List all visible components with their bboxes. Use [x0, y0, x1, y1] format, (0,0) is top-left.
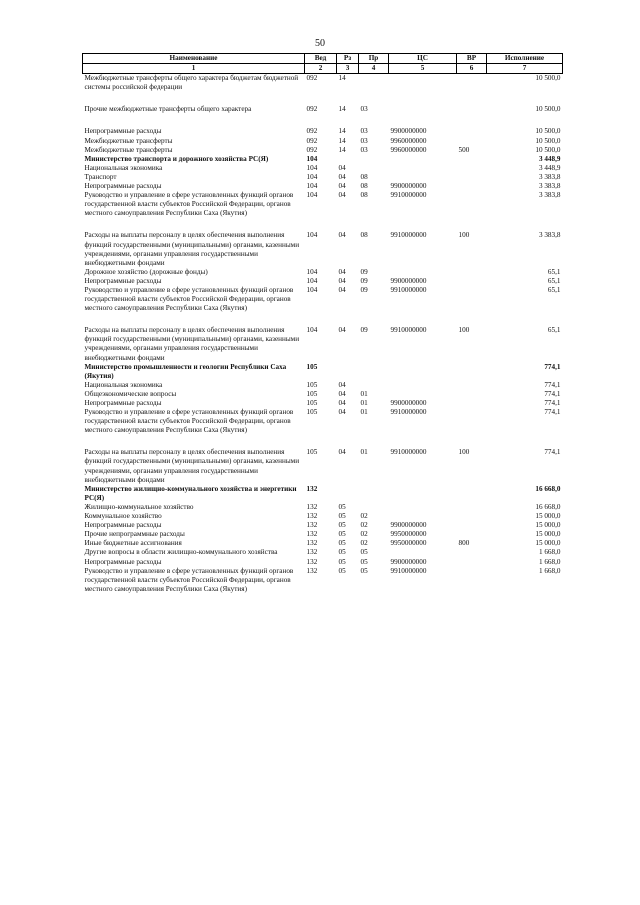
row-vr [457, 363, 487, 381]
row-ved: 132 [306, 539, 318, 548]
row-rz: 04 [338, 267, 346, 276]
row-vr [457, 191, 487, 218]
column-index: 3 [337, 64, 359, 74]
row-ved: 132 [306, 521, 318, 530]
row-cs: 9900000000 [390, 182, 427, 191]
row-cs: 9910000000 [390, 191, 427, 200]
row-cs [389, 173, 457, 182]
row-amount: 15 000,0 [535, 512, 561, 521]
row-vr [457, 485, 487, 503]
row-name: Транспорт [84, 172, 117, 181]
row-rz: 04 [338, 172, 346, 181]
row-ved: 132 [306, 566, 318, 575]
budget-table [82, 53, 563, 594]
row-pr: 08 [360, 231, 368, 240]
row-name: Национальная экономика [84, 163, 163, 172]
column-index: 1 [83, 64, 305, 74]
table-row [83, 182, 563, 191]
row-rz: 05 [338, 512, 346, 521]
header-execution: Исполнение [487, 54, 563, 64]
header-pr: Пр [359, 54, 389, 64]
table-row [83, 146, 563, 155]
row-name: Непрограммные расходы [84, 521, 162, 530]
row-cs [389, 485, 457, 503]
row-vr [457, 286, 487, 313]
row-name: Руководство и управление в сфере установленных функций органов государственной власти субъектов Российской Федерации, органов местного самоуправления Республики Саха (Якутия) [84, 285, 294, 313]
row-cs [389, 548, 457, 557]
row-amount: 10 500,0 [535, 105, 561, 114]
table-row [83, 155, 563, 164]
row-rz: 14 [338, 127, 346, 136]
table-row [83, 137, 563, 146]
row-pr: 03 [360, 127, 368, 136]
row-pr: 08 [360, 191, 368, 200]
row-ved: 132 [306, 530, 318, 539]
row-vr: 100 [458, 231, 470, 240]
row-ved: 105 [306, 380, 318, 389]
table-row [83, 512, 563, 521]
row-amount: 65,1 [547, 276, 561, 285]
row-cs: 9910000000 [390, 448, 427, 457]
row-name: Министерство транспорта и дорожного хозяйства РС(Я) [84, 154, 269, 163]
row-amount: 16 668,0 [535, 502, 561, 511]
row-cs: 9910000000 [390, 566, 427, 575]
row-rz: 04 [338, 285, 346, 294]
row-pr [359, 485, 389, 503]
table-row [83, 127, 563, 136]
row-pr: 03 [360, 145, 368, 154]
row-amount: 65,1 [547, 326, 561, 335]
row-amount: 16 668,0 [535, 484, 561, 493]
row-amount: 774,1 [544, 448, 561, 457]
row-ved: 104 [306, 154, 318, 163]
row-rz: 14 [338, 105, 346, 114]
row-ved: 105 [306, 408, 318, 417]
row-name: Жилищно-коммунальное хозяйство [84, 502, 194, 511]
row-cs: 9950000000 [390, 530, 427, 539]
row-vr [457, 137, 487, 146]
row-cs: 9900000000 [390, 557, 427, 566]
row-name: Непрограммные расходы [84, 182, 162, 191]
row-amount: 15 000,0 [535, 539, 561, 548]
row-cs [389, 164, 457, 173]
row-pr: 08 [360, 182, 368, 191]
row-spacer-cell [83, 435, 563, 448]
row-rz: 04 [338, 276, 346, 285]
row-amount: 3 383,8 [538, 231, 561, 240]
table-row [83, 231, 563, 267]
row-vr: 800 [458, 539, 470, 548]
row-cs: 9900000000 [390, 276, 427, 285]
table-row [83, 381, 563, 390]
row-pr: 01 [360, 448, 368, 457]
row-ved: 092 [306, 127, 318, 136]
row-rz: 04 [338, 231, 346, 240]
row-amount: 774,1 [544, 380, 561, 389]
row-amount: 3 383,8 [538, 191, 561, 200]
row-cs: 9910000000 [390, 326, 427, 335]
row-cs [389, 74, 457, 93]
row-amount: 1 668,0 [538, 548, 561, 557]
row-name: Национальная экономика [84, 380, 163, 389]
column-index: 7 [487, 64, 563, 74]
row-name: Иные бюджетные ассигнования [84, 539, 182, 548]
table-row [83, 539, 563, 548]
row-amount: 3 448,9 [538, 163, 561, 172]
row-spacer-cell [83, 218, 563, 231]
row-pr [359, 164, 389, 173]
table-row [83, 448, 563, 484]
row-pr: 05 [360, 557, 368, 566]
row-pr: 03 [360, 136, 368, 145]
row-pr: 03 [360, 105, 368, 114]
row-rz: 04 [338, 448, 346, 457]
row-ved: 104 [306, 172, 318, 181]
row-amount: 65,1 [547, 285, 561, 294]
row-rz: 14 [338, 136, 346, 145]
row-amount: 774,1 [544, 362, 561, 371]
table-row [83, 567, 563, 594]
row-ved: 104 [306, 285, 318, 294]
row-vr [457, 408, 487, 435]
row-ved: 105 [306, 399, 318, 407]
row-ved: 132 [306, 484, 318, 493]
table-row [83, 558, 563, 567]
column-index: 4 [359, 64, 389, 74]
row-name: Дорожное хозяйство (дорожные фонды) [84, 267, 208, 276]
row-ved: 104 [306, 163, 318, 172]
table-row [83, 548, 563, 557]
row-cs: 9910000000 [390, 231, 427, 240]
row-name: Расходы на выплаты персоналу в целях обеспечения выполнения функций государственными (муниципальными) органами, казенными учреждениями, органами управления государственными внебюджетными фондами [84, 231, 300, 267]
row-name: Межбюджетные трансферты [84, 136, 173, 145]
row-cs [389, 390, 457, 399]
row-rz: 05 [338, 502, 346, 511]
row-amount: 15 000,0 [535, 530, 561, 539]
table-row [83, 521, 563, 530]
row-name: Непрограммные расходы [84, 399, 162, 407]
row-amount: 10 500,0 [535, 127, 561, 136]
row-pr: 02 [360, 539, 368, 548]
row-pr: 09 [360, 285, 368, 294]
row-rz: 14 [338, 145, 346, 154]
row-spacer [83, 218, 563, 231]
row-ved: 132 [306, 548, 318, 557]
row-rz: 04 [338, 326, 346, 335]
header-vr: ВР [457, 54, 487, 64]
row-pr: 05 [360, 548, 368, 557]
row-name: Руководство и управление в сфере установленных функций органов государственной власти субъектов Российской Федерации, органов местного самоуправления Республики Саха (Якутия) [84, 191, 294, 218]
column-index: 5 [389, 64, 457, 74]
row-amount: 10 500,0 [535, 74, 561, 83]
row-amount: 65,1 [547, 267, 561, 276]
row-vr: 100 [458, 448, 470, 457]
row-name: Министерство промышленности и геологии Республики Саха (Якутия) [84, 362, 287, 380]
row-rz [337, 155, 359, 164]
row-cs: 9910000000 [390, 285, 427, 294]
row-rz: 04 [338, 182, 346, 191]
row-name: Непрограммные расходы [84, 557, 162, 566]
table-row [83, 286, 563, 313]
table-row [83, 530, 563, 539]
row-ved: 132 [306, 512, 318, 521]
row-pr [359, 155, 389, 164]
row-vr: 100 [458, 326, 470, 335]
row-vr [457, 268, 487, 277]
row-name: Коммунальное хозяйство [84, 512, 162, 521]
table-row [83, 74, 563, 93]
row-vr [457, 74, 487, 93]
row-cs: 9950000000 [390, 539, 427, 548]
row-spacer [83, 435, 563, 448]
row-ved: 105 [306, 448, 318, 457]
row-vr [457, 503, 487, 512]
row-ved: 092 [306, 105, 318, 114]
row-amount: 1 668,0 [538, 566, 561, 575]
row-name: Расходы на выплаты персоналу в целях обеспечения выполнения функций государственными (муниципальными) органами, казенными учреждениями, органами управления государственными внебюджетными фондами [84, 448, 300, 484]
row-rz: 05 [338, 566, 346, 575]
row-ved: 104 [306, 191, 318, 200]
row-name: Руководство и управление в сфере установленных функций органов государственной власти субъектов Российской Федерации, органов местного самоуправления Республики Саха (Якутия) [84, 408, 294, 435]
row-vr [457, 164, 487, 173]
row-amount: 3 383,8 [538, 182, 561, 191]
row-rz: 05 [338, 539, 346, 548]
page-number: 50 [315, 38, 325, 49]
table-row [83, 326, 563, 362]
row-ved: 092 [306, 136, 318, 145]
column-index-row [83, 64, 563, 74]
row-rz: 04 [338, 389, 346, 398]
row-rz: 04 [338, 399, 346, 407]
row-name: Общеэкономические вопросы [84, 389, 177, 398]
row-cs: 9910000000 [390, 408, 427, 417]
row-amount: 3 383,8 [538, 172, 561, 181]
row-name: Непрограммные расходы [84, 127, 162, 136]
row-vr [457, 390, 487, 399]
row-amount: 774,1 [544, 389, 561, 398]
table-row [83, 399, 563, 408]
table-row [83, 173, 563, 182]
row-vr [457, 381, 487, 390]
row-amount: 1 668,0 [538, 557, 561, 566]
row-pr: 01 [360, 399, 368, 407]
row-ved: 104 [306, 326, 318, 335]
table-row [83, 268, 563, 277]
table-row [83, 105, 563, 114]
row-amount: 10 500,0 [535, 136, 561, 145]
row-name: Министерство жилищно-коммунального хозяйства и энергетики РС(Я) [84, 484, 297, 502]
row-rz: 04 [338, 163, 346, 172]
table-row [83, 408, 563, 435]
row-vr [457, 399, 487, 408]
row-ved: 104 [306, 182, 318, 191]
row-pr: 01 [360, 408, 368, 417]
row-spacer-cell [83, 313, 563, 326]
row-ved: 132 [306, 502, 318, 511]
row-cs [389, 512, 457, 521]
row-pr [359, 381, 389, 390]
row-rz: 04 [338, 191, 346, 200]
header-row [83, 54, 563, 64]
row-name: Непрограммные расходы [84, 276, 162, 285]
row-pr: 01 [360, 389, 368, 398]
table-row [83, 191, 563, 218]
row-cs: 9900000000 [390, 399, 427, 407]
row-cs: 9900000000 [390, 127, 427, 136]
table-row [83, 390, 563, 399]
row-amount: 774,1 [544, 399, 561, 407]
row-rz: 05 [338, 557, 346, 566]
header-cs: ЦС [389, 54, 457, 64]
row-amount: 3 448,9 [538, 154, 561, 163]
table-row [83, 164, 563, 173]
row-rz [337, 485, 359, 503]
row-rz: 04 [338, 380, 346, 389]
row-vr [457, 277, 487, 286]
row-vr [457, 173, 487, 182]
row-pr: 02 [360, 512, 368, 521]
row-amount: 774,1 [544, 408, 561, 417]
row-pr [359, 363, 389, 381]
row-amount: 10 500,0 [535, 145, 561, 154]
row-ved: 092 [306, 145, 318, 154]
row-spacer-cell [83, 92, 563, 105]
row-ved: 104 [306, 267, 318, 276]
row-vr [457, 567, 487, 594]
table-row [83, 503, 563, 512]
row-spacer-cell [83, 114, 563, 127]
row-ved: 105 [306, 362, 318, 371]
row-cs: 9900000000 [390, 521, 427, 530]
row-cs: 9960000000 [390, 145, 427, 154]
row-name: Прочие непрограммные расходы [84, 530, 185, 539]
header-rz: Рз [337, 54, 359, 64]
row-cs: 9960000000 [390, 136, 427, 145]
row-ved: 104 [306, 276, 318, 285]
row-vr [457, 105, 487, 114]
row-pr: 08 [360, 172, 368, 181]
row-spacer [83, 92, 563, 105]
column-index: 6 [457, 64, 487, 74]
row-vr: 500 [458, 145, 470, 154]
row-vr [457, 558, 487, 567]
row-ved: 132 [306, 557, 318, 566]
row-cs [389, 381, 457, 390]
row-name: Другие вопросы в области жилищно-коммунального хозяйства [84, 548, 278, 557]
row-cs [389, 155, 457, 164]
budget-table-body [83, 74, 563, 594]
row-spacer [83, 313, 563, 326]
row-spacer [83, 114, 563, 127]
row-amount: 15 000,0 [535, 521, 561, 530]
row-cs [389, 503, 457, 512]
row-cs [389, 363, 457, 381]
row-vr [457, 182, 487, 191]
header-ved: Вед [305, 54, 337, 64]
table-row [83, 485, 563, 503]
row-pr: 05 [360, 566, 368, 575]
row-name: Межбюджетные трансферты [84, 145, 173, 154]
row-vr [457, 530, 487, 539]
row-pr: 09 [360, 276, 368, 285]
row-ved: 092 [306, 74, 318, 83]
row-name: Прочие межбюджетные трансферты общего характера [84, 105, 252, 114]
row-ved: 104 [306, 231, 318, 240]
row-pr: 02 [360, 530, 368, 539]
table-row [83, 277, 563, 286]
row-rz: 04 [338, 408, 346, 417]
column-index: 2 [305, 64, 337, 74]
header-name: Наименование [83, 54, 305, 64]
row-rz: 05 [338, 530, 346, 539]
row-pr: 09 [360, 267, 368, 276]
row-cs [389, 268, 457, 277]
row-pr: 02 [360, 521, 368, 530]
row-name: Межбюджетные трансферты общего характера бюджетам бюджетной системы российской федерации [84, 74, 299, 92]
row-vr [457, 521, 487, 530]
row-pr [359, 74, 389, 93]
row-rz [337, 363, 359, 381]
row-pr: 09 [360, 326, 368, 335]
row-name: Расходы на выплаты персоналу в целях обеспечения выполнения функций государственными (муниципальными) органами, казенными учреждениями, органами управления государственными внебюджетными фондами [84, 326, 300, 362]
row-rz: 05 [338, 521, 346, 530]
row-cs [389, 105, 457, 114]
table-row [83, 363, 563, 381]
row-vr [457, 127, 487, 136]
row-vr [457, 548, 487, 557]
row-vr [457, 512, 487, 521]
row-rz: 05 [338, 548, 346, 557]
row-ved: 105 [306, 389, 318, 398]
row-vr [457, 155, 487, 164]
row-rz: 14 [338, 74, 346, 83]
row-pr [359, 503, 389, 512]
row-name: Руководство и управление в сфере установленных функций органов государственной власти субъектов Российской Федерации, органов местного самоуправления Республики Саха (Якутия) [84, 566, 294, 593]
